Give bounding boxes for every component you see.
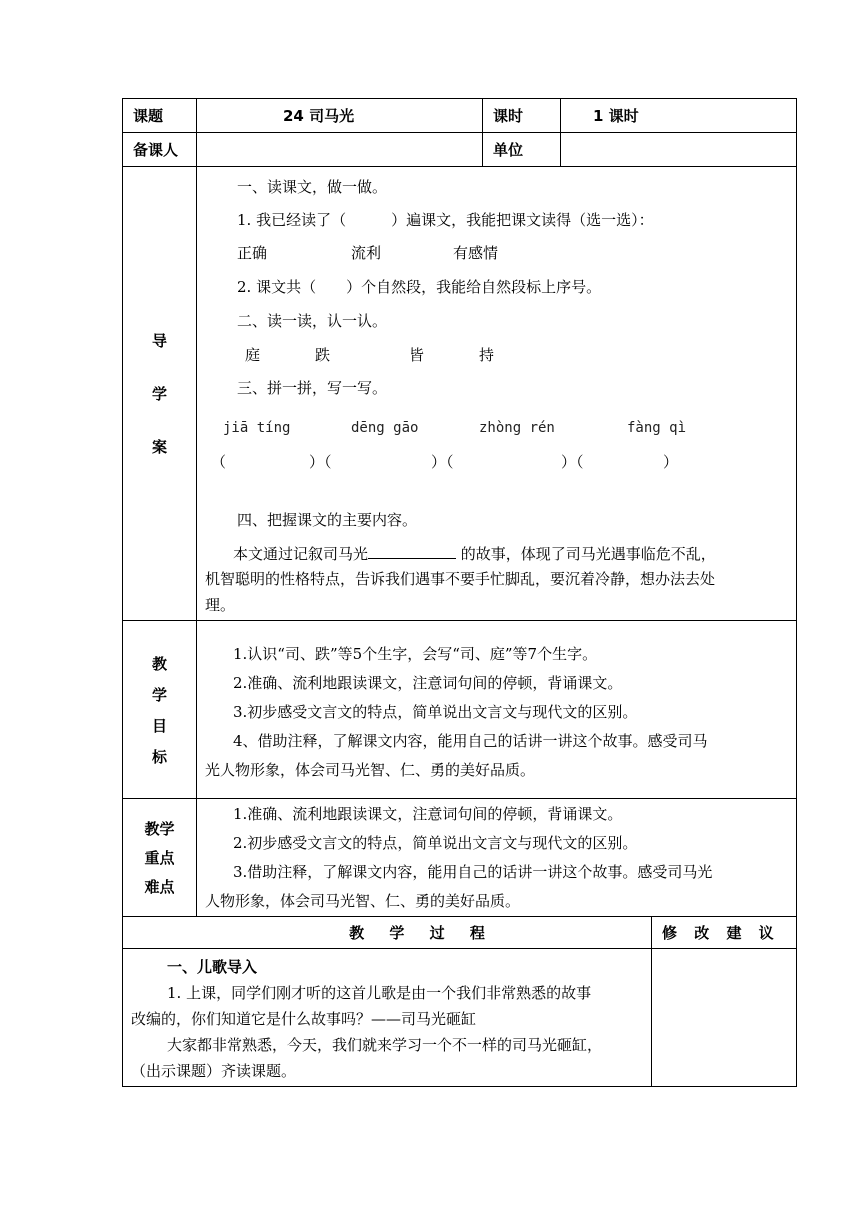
lesson-plan-table	[122, 98, 797, 1087]
guide-row	[123, 167, 797, 621]
keypoint-item: 2.初步感受文言文的特点，简单说出文言文与现代文的区别。	[233, 834, 638, 852]
goals-label-char: 教	[151, 654, 167, 673]
guide-char: 持	[479, 346, 495, 364]
guide-char: 皆	[409, 346, 425, 364]
keypoints-label-text: 重点	[144, 849, 175, 867]
pinyin-item: jiā tíng	[223, 420, 291, 436]
process-text	[123, 949, 651, 1084]
guide-char: 庭	[245, 346, 261, 364]
summary-post: 的故事，体现了司马光遇事临危不乱，	[456, 545, 716, 563]
guide-label-char: 学	[151, 385, 167, 403]
keypoints-row	[123, 799, 797, 917]
goal-item: 1.认识“司、跌”等5个生字，会写“司、庭”等7个生字。	[233, 645, 598, 663]
lesson-plan-sheet	[122, 98, 796, 1087]
guide-label	[123, 167, 197, 621]
answer-bracket: ）（	[561, 453, 584, 471]
keypoints-content	[197, 799, 797, 917]
pinyin-item: fàng qì	[627, 420, 687, 436]
guide-content	[197, 167, 797, 621]
goal-item: 3.初步感受文言文的特点，简单说出文言文与现代文的区别。	[233, 703, 638, 721]
goals-label-char: 标	[151, 747, 167, 766]
guide-sec2: 二、读一读，认一认。	[237, 312, 388, 330]
keypoint-item: 3.借助注释，了解课文内容，能用自己的话讲一讲这个故事。感受司马光	[233, 863, 713, 881]
guide-q2: 2. 课文共（ ）个自然段，我能给自然段标上序号。	[237, 278, 602, 296]
suggest-header: 修 改 建 议	[652, 917, 797, 949]
guide-char: 跌	[315, 346, 331, 364]
goal-item: 2.准确、流利地跟读课文，注意词句间的停顿，背诵课文。	[233, 674, 623, 692]
summary-line3: 理。	[205, 596, 236, 614]
goal-item: 4、借助注释，了解课文内容，能用自己的话讲一讲这个故事。感受司马	[233, 732, 708, 750]
guide-option: 正确	[237, 244, 268, 262]
summary-line1	[233, 544, 716, 563]
guide-option: 有感情	[453, 244, 499, 262]
preparer-row	[123, 133, 797, 167]
goals-content	[197, 621, 797, 799]
keypoint-item: 1.准确、流利地跟读课文，注意词句间的停顿，背诵课文。	[233, 805, 623, 823]
goals-label	[123, 621, 197, 799]
answer-bracket: （	[211, 453, 227, 471]
unit-label: 单位	[483, 133, 561, 167]
guide-sec4: 四、把握课文的主要内容。	[237, 511, 418, 529]
unit-value	[561, 133, 797, 167]
guide-option: 流利	[351, 244, 382, 262]
keypoint-item-cont: 人物形象，体会司马光智、仁、勇的美好品质。	[205, 892, 521, 910]
process-p1-line2: 改编的，你们知道它是什么故事吗？——司马光砸缸	[131, 1010, 477, 1028]
goal-item-cont: 光人物形象，体会司马光智、仁、勇的美好品质。	[205, 761, 536, 779]
goals-label-char: 目	[151, 716, 167, 735]
suggest-content[interactable]	[652, 949, 797, 1087]
goals-list	[197, 621, 796, 785]
process-sec-title: 一、儿歌导入	[167, 958, 258, 976]
pinyin-item: dēng gāo	[351, 420, 419, 436]
keypoints-label-text: 难点	[144, 878, 175, 896]
answer-bracket: ）（	[309, 453, 332, 471]
process-p2-line1: 大家都非常熟悉，今天，我们就来学习一个不一样的司马光砸缸，	[167, 1036, 603, 1054]
guide-label-char: 案	[151, 438, 167, 456]
process-header: 教 学 过 程	[123, 917, 652, 949]
guide-q1: 1. 我已经读了（ ）遍课文，我能把课文读得（选一选）：	[237, 211, 654, 229]
topic-label: 课题	[123, 99, 197, 133]
guide-sec1: 一、读课文，做一做。	[237, 178, 388, 196]
keypoints-list	[197, 799, 796, 916]
topic-row	[123, 99, 797, 133]
pinyin-item: zhòng rén	[479, 420, 555, 436]
guide-sec3: 三、拼一拼，写一写。	[237, 379, 388, 397]
process-header-row	[123, 917, 797, 949]
summary-line2: 机智聪明的性格特点，告诉我们遇事不要手忙脚乱，要沉着冷静，想办法去处	[205, 570, 716, 588]
process-p2-line2: （出示课题）齐读课题。	[131, 1062, 297, 1080]
process-p1-line1: 1. 上课，同学们刚才听的这首儿歌是由一个我们非常熟悉的故事	[167, 984, 592, 1002]
goals-row	[123, 621, 797, 799]
process-content	[123, 949, 652, 1087]
preparer-label: 备课人	[123, 133, 197, 167]
answer-bracket: ）（	[431, 453, 454, 471]
keypoints-label-text: 教学	[144, 820, 175, 838]
keypoints-label	[123, 799, 197, 917]
goals-label-char: 学	[151, 685, 167, 704]
process-body-row	[123, 949, 797, 1087]
guide-label-char: 导	[151, 332, 167, 350]
period-value: 1 课时	[561, 99, 797, 133]
answer-bracket: ）	[663, 453, 679, 471]
summary-pre: 本文通过记叙司马光	[233, 545, 369, 563]
summary-blank[interactable]	[368, 544, 456, 559]
preparer-value	[197, 133, 483, 167]
topic-value: 24 司马光	[197, 99, 483, 133]
period-label: 课时	[483, 99, 561, 133]
